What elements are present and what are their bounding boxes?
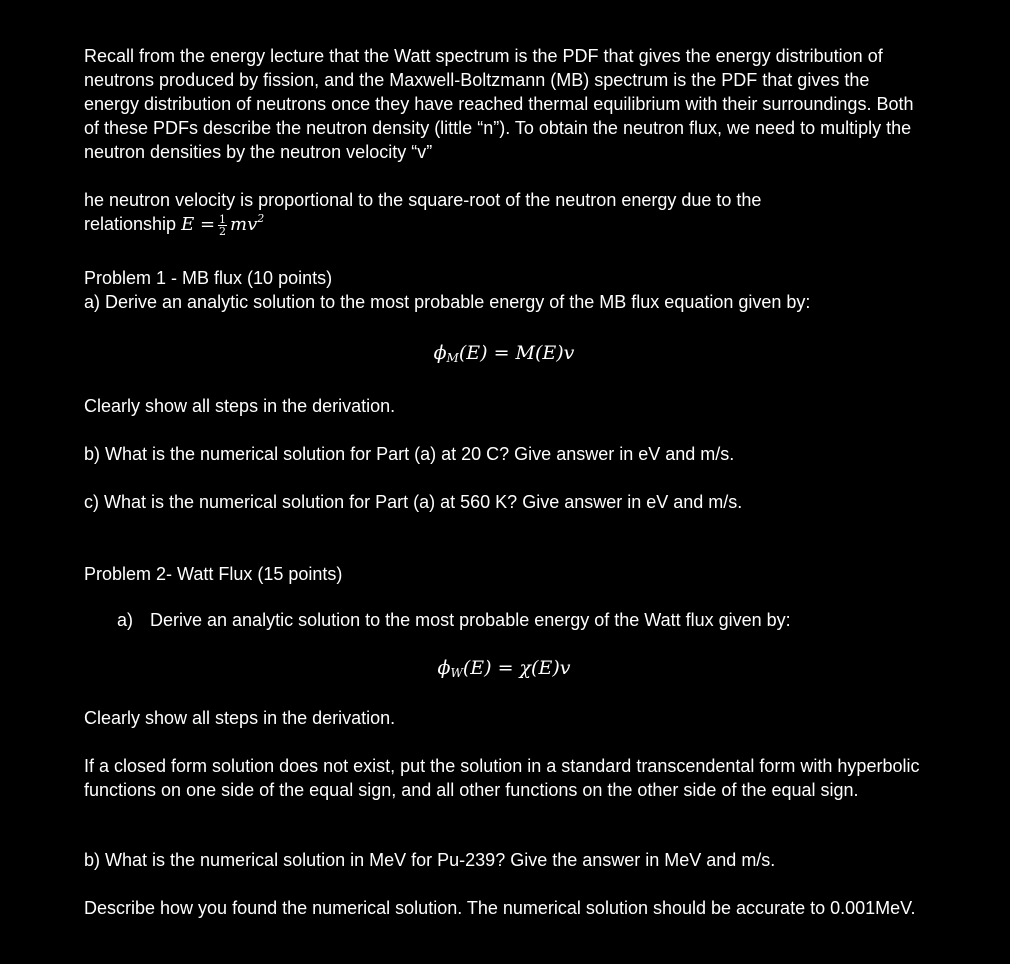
problem1-part-a: a) Derive an analytic solution to the most probable energy of the MB flux equation given by: [84,292,811,312]
intro-paragraph: Recall from the energy lecture that the Watt spectrum is the PDF that gives the energy distribution of neutrons produced by fission, and the Maxwell-Boltzmann (MB) spectrum is the PDF that gives the energy distribution of neutrons once they have reached thermal equilibrium with their surroundings. Both of these PDFs describe the neutron density (little “n”). To obtain the neutron flux, we need to multiply the neutron densities by the neutron velocity “v” [84,46,914,162]
problem2-part-a-text: Derive an analytic solution to the most probable energy of the Watt flux given by: [150,610,791,630]
half-fraction [218,214,227,237]
problem1-title: Problem 1 - MB flux (10 points) [84,268,333,288]
fraction-numerator: 1 [219,212,227,226]
relation-exponent: 2 [257,212,265,225]
velocity-line-2 [84,212,924,237]
phi-subscript: M [446,351,459,365]
phi-symbol: ϕ [437,657,451,679]
relation-equation [181,212,265,238]
relationship-label: relationship [84,214,182,234]
problem2-part-a [117,608,957,632]
mb-flux-equation [84,341,924,370]
fraction-denominator: 2 [219,224,227,238]
relation-equals: = [199,214,216,235]
relation-rhs: mv [230,214,258,235]
problem1-part-b: b) What is the numerical solution for Part (a) at 20 C? Give answer in eV and m/s. [84,444,735,464]
velocity-paragraph [84,188,924,237]
problem2-steps: Clearly show all steps in the derivation. [84,708,396,728]
phi-symbol: ϕ [433,342,447,364]
equation-body: (E) = χ(E)v [462,657,571,679]
problem2-part-a-label: a) [117,610,134,630]
velocity-line-1: he neutron velocity is proportional to the square-root of the neutron energy due to the [84,190,762,210]
problem2-describe: Describe how you found the numerical solution. The numerical solution should be accurate to 0.001MeV. [84,898,916,918]
phi-subscript: W [450,666,463,680]
watt-flux-equation [84,656,924,685]
problem2-part-b: b) What is the numerical solution in MeV for Pu-239? Give the answer in MeV and m/s. [84,850,776,870]
relation-lhs: E [181,214,195,235]
equation-body: (E) = M(E)v [458,342,575,364]
problem1-part-c: c) What is the numerical solution for Part (a) at 560 K? Give answer in eV and m/s. [84,492,743,512]
problem2-title: Problem 2- Watt Flux (15 points) [84,564,343,584]
problem1-steps: Clearly show all steps in the derivation. [84,396,396,416]
problem2-closed-form: If a closed form solution does not exist, put the solution in a standard transcendental form with hyperbolic functions on one side of the equal sign, and all other functions on the other side of the equal sign. [84,756,920,800]
